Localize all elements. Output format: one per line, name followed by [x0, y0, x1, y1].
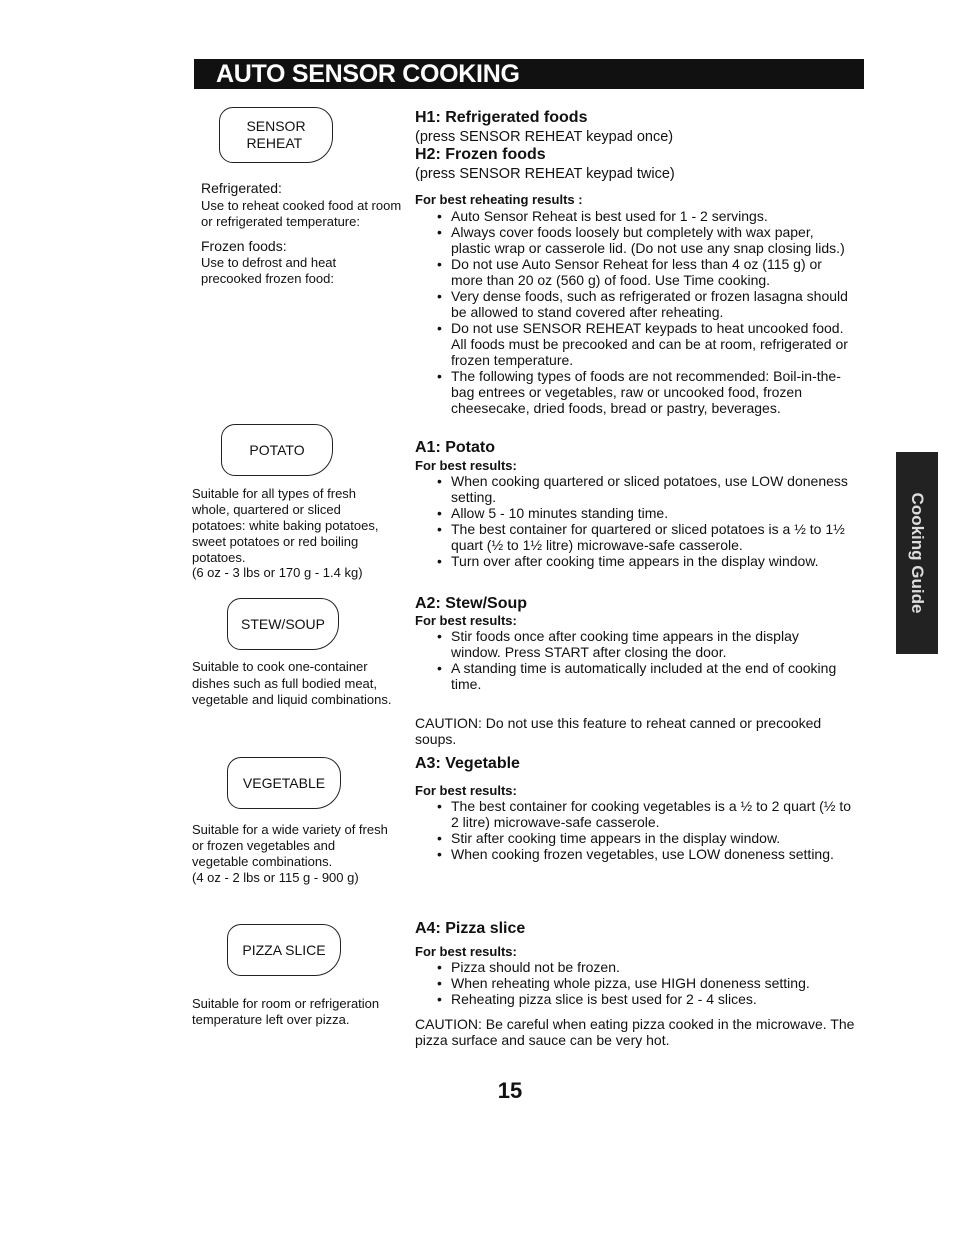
list-item: • Do not use SENSOR REHEAT keypads to heat uncooked food. All foods must be precooked and can be at room, refrigerated or frozen temperature.: [437, 320, 857, 368]
reheat-best-label: For best reheating results :: [415, 192, 583, 207]
potato-desc: Suitable for all types of fresh whole, quartered or sliced potatoes: white baking potatoes, sweet potatoes or red boiling potatoes.: [192, 486, 379, 565]
list-item: • When cooking quartered or sliced potatoes, use LOW doneness setting.: [437, 473, 857, 505]
pizza-bullets: [437, 959, 852, 1007]
side-tab: [896, 452, 938, 654]
stew-best-label: For best results:: [415, 613, 517, 628]
pizza-slice-keypad: [227, 924, 341, 976]
frozen-desc: Use to defrost and heat precooked frozen food:: [201, 255, 337, 286]
pizza-title: A4: Pizza slice: [415, 920, 526, 937]
vegetable-range: (4 oz - 2 lbs or 115 g - 900 g): [192, 870, 359, 885]
h2-sub: (press SENSOR REHEAT keypad twice): [415, 166, 675, 182]
pizza-caution: CAUTION: Be careful when eating pizza cooked in the microwave. The pizza surface and sauce can be very hot.: [415, 1016, 855, 1048]
list-item: • A standing time is automatically included at the end of cooking time.: [437, 660, 847, 692]
side-tab-label: Cooking Guide: [908, 492, 927, 614]
potato-keypad: [221, 424, 333, 476]
pizza-slice-keypad-label: PIZZA SLICE: [242, 941, 326, 958]
h2-title: H2: Frozen foods: [415, 146, 546, 163]
list-item: • Turn over after cooking time appears in the display window.: [437, 553, 857, 569]
list-item: • The following types of foods are not recommended: Boil-in-the-bag entrees or vegetables, raw or uncooked food, frozen cheesecake, dried foods, bread or pastry, beverages.: [437, 368, 857, 416]
pizza-best-label: For best results:: [415, 944, 517, 959]
stew-caution: CAUTION: Do not use this feature to reheat canned or precooked soups.: [415, 715, 822, 747]
stew-soup-keypad: [227, 598, 339, 650]
vegetable-keypad: [227, 757, 341, 809]
list-item: • Allow 5 - 10 minutes standing time.: [437, 505, 857, 521]
list-item: • Auto Sensor Reheat is best used for 1 - 2 servings.: [437, 208, 857, 224]
section-title-bar: [194, 59, 864, 89]
list-item: • Very dense foods, such as refrigerated or frozen lasagna should be allowed to stand covered after reheating.: [437, 288, 857, 320]
stew-bullets: [437, 628, 847, 692]
h1-sub: (press SENSOR REHEAT keypad once): [415, 129, 674, 145]
potato-title: A1: Potato: [415, 439, 495, 456]
list-item: • Reheating pizza slice is best used for 2 - 4 slices.: [437, 991, 852, 1007]
list-item: • Do not use Auto Sensor Reheat for less than 4 oz (115 g) or more than 20 oz (560 g) of food. Use Time cooking.: [437, 256, 857, 288]
page-number: 15: [497, 1078, 523, 1103]
vegetable-best-label: For best results:: [415, 783, 517, 798]
potato-keypad-label: POTATO: [249, 441, 305, 458]
stew-desc: Suitable to cook one-container dishes such as full bodied meat, vegetable and liquid combinations.: [192, 659, 392, 707]
refrigerated-desc: Use to reheat cooked food at room or refrigerated temperature:: [201, 198, 402, 229]
sensor-reheat-keypad-label: SENSOR REHEAT: [246, 118, 306, 151]
list-item: • Stir foods once after cooking time appears in the display window. Press START after closing the door.: [437, 628, 847, 660]
list-item: • Stir after cooking time appears in the display window.: [437, 830, 852, 846]
list-item: • Pizza should not be frozen.: [437, 959, 852, 975]
list-item: • The best container for cooking vegetables is a ½ to 2 quart (½ to 2 litre) microwave-safe casserole.: [437, 798, 852, 830]
vegetable-bullets: [437, 798, 852, 862]
stew-soup-keypad-label: STEW/SOUP: [240, 615, 325, 632]
h1-title: H1: Refrigerated foods: [415, 109, 588, 126]
vegetable-desc: Suitable for a wide variety of fresh or frozen vegetables and vegetable combinations.: [192, 822, 388, 869]
page-title: AUTO SENSOR COOKING: [216, 60, 520, 88]
vegetable-title: A3: Vegetable: [415, 755, 520, 772]
list-item: • The best container for quartered or sliced potatoes is a ½ to 1½ quart (½ to 1½ litre) microwave-safe casserole.: [437, 521, 857, 553]
pizza-desc: Suitable for room or refrigeration temperature left over pizza.: [192, 996, 380, 1027]
refrigerated-label: Refrigerated:: [201, 180, 282, 196]
potato-range: (6 oz - 3 lbs or 170 g - 1.4 kg): [192, 565, 363, 580]
vegetable-keypad-label: VEGETABLE: [242, 774, 326, 791]
list-item: • Always cover foods loosely but completely with wax paper, plastic wrap or casserole lid. (Do not use any snap closing lids.): [437, 224, 857, 256]
reheat-bullets: [437, 208, 857, 416]
sensor-reheat-keypad: [219, 107, 333, 163]
list-item: • When reheating whole pizza, use HIGH doneness setting.: [437, 975, 852, 991]
potato-bullets: [437, 473, 857, 569]
stew-title: A2: Stew/Soup: [415, 595, 528, 612]
frozen-label: Frozen foods:: [201, 238, 287, 254]
list-item: • When cooking frozen vegetables, use LOW doneness setting.: [437, 846, 852, 862]
potato-best-label: For best results:: [415, 458, 517, 473]
